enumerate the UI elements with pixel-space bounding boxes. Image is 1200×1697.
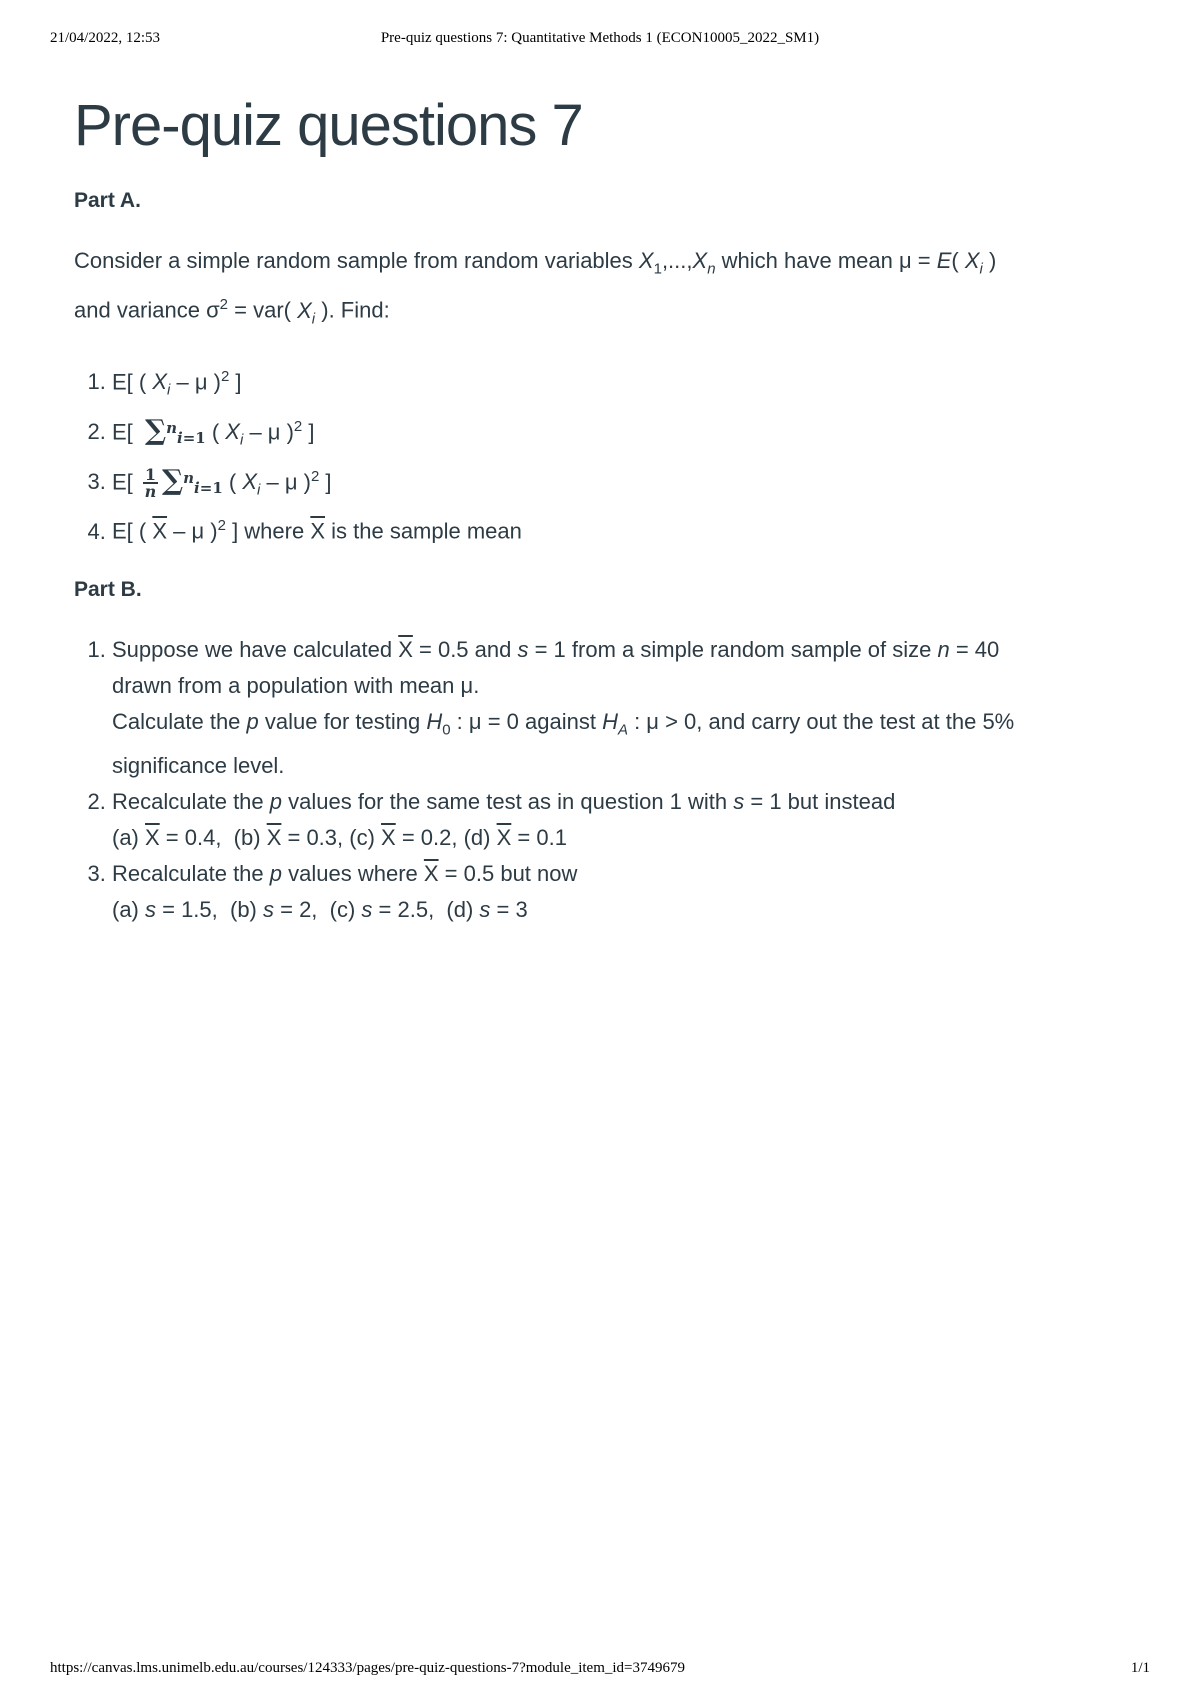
list-item: 2. E[ ∑$^n_{i=1}$ ( $X_i$ – μ )$^2$ ] xyxy=(112,409,1124,459)
page-content xyxy=(74,92,1124,956)
print-url: https://canvas.lms.unimelb.edu.au/courses/124333/pages/pre-quiz-questions-7?module_item_id=3749679 xyxy=(50,1660,686,1676)
part-b-list xyxy=(74,632,1124,928)
q2-line1: Recalculate the p values for the same test as in question 1 with s = 1 but instead xyxy=(112,788,896,814)
list-item: 3. E[ $\frac{1}{n}$ ∑$^n_{i=1}$ ( $X_i$ – μ )$^2$ ] xyxy=(112,459,1124,509)
q1-line1: Suppose we have calculated $\overline{X} = 0.5$ and s = 1 from a simple random sample of size n = 40 xyxy=(112,636,1000,662)
q1-line2: drawn from a population with mean μ. xyxy=(112,672,480,698)
print-datetime: 21/04/2022, 12:53 xyxy=(50,30,161,46)
q1-line4: significance level. xyxy=(112,752,285,778)
part-a-list xyxy=(74,359,1124,549)
part-a-heading: Part A. xyxy=(74,189,141,212)
part-a-intro: Consider a simple random sample from random variables $X_1,...,X_n$ which have mean μ = E( $X_i$ ) and variance $\sigma^2 = var$( $X_i$ ). Find: xyxy=(74,248,997,328)
q3-line2: (a) s = 1.5, (b) s = 2, (c) s = 2.5, (d) s = 3 xyxy=(112,896,528,922)
print-doc-title: Pre-quiz questions 7: Quantitative Methods 1 (ECON10005_2022_SM1) xyxy=(380,30,820,46)
list-item: 1. E[ ( $X_i$ – μ )$^2$ ] xyxy=(112,359,1124,409)
page-count: 1/1 xyxy=(1130,1660,1150,1676)
list-item xyxy=(112,784,1124,856)
list-item: 4. E[ ( $\overline{X}$ – μ )$^2$ ] where $\overline{X}$ is the sample mean xyxy=(112,508,1124,549)
q2-line2: (a) $\overline{X} = 0.4$, (b) $\overline{X} = 0.3$, (c) $\overline{X} = 0.2$, (d) $\overline{X} = 0.1$ xyxy=(112,824,567,850)
fraction: $\frac{1}{n}$ xyxy=(144,465,157,502)
part-b-heading: Part B. xyxy=(74,577,142,601)
q3-line1: Recalculate the p values where $\overline{X} = 0.5$ but now xyxy=(112,860,578,886)
q1-line3: Calculate the p value for testing $H_0$ : μ = 0 against $H_A$ : μ > 0, and carry out the test at the 5% xyxy=(112,708,1015,738)
list-item xyxy=(112,632,1124,784)
list-item xyxy=(112,856,1124,928)
page-title: Pre-quiz questions 7 xyxy=(74,93,583,158)
